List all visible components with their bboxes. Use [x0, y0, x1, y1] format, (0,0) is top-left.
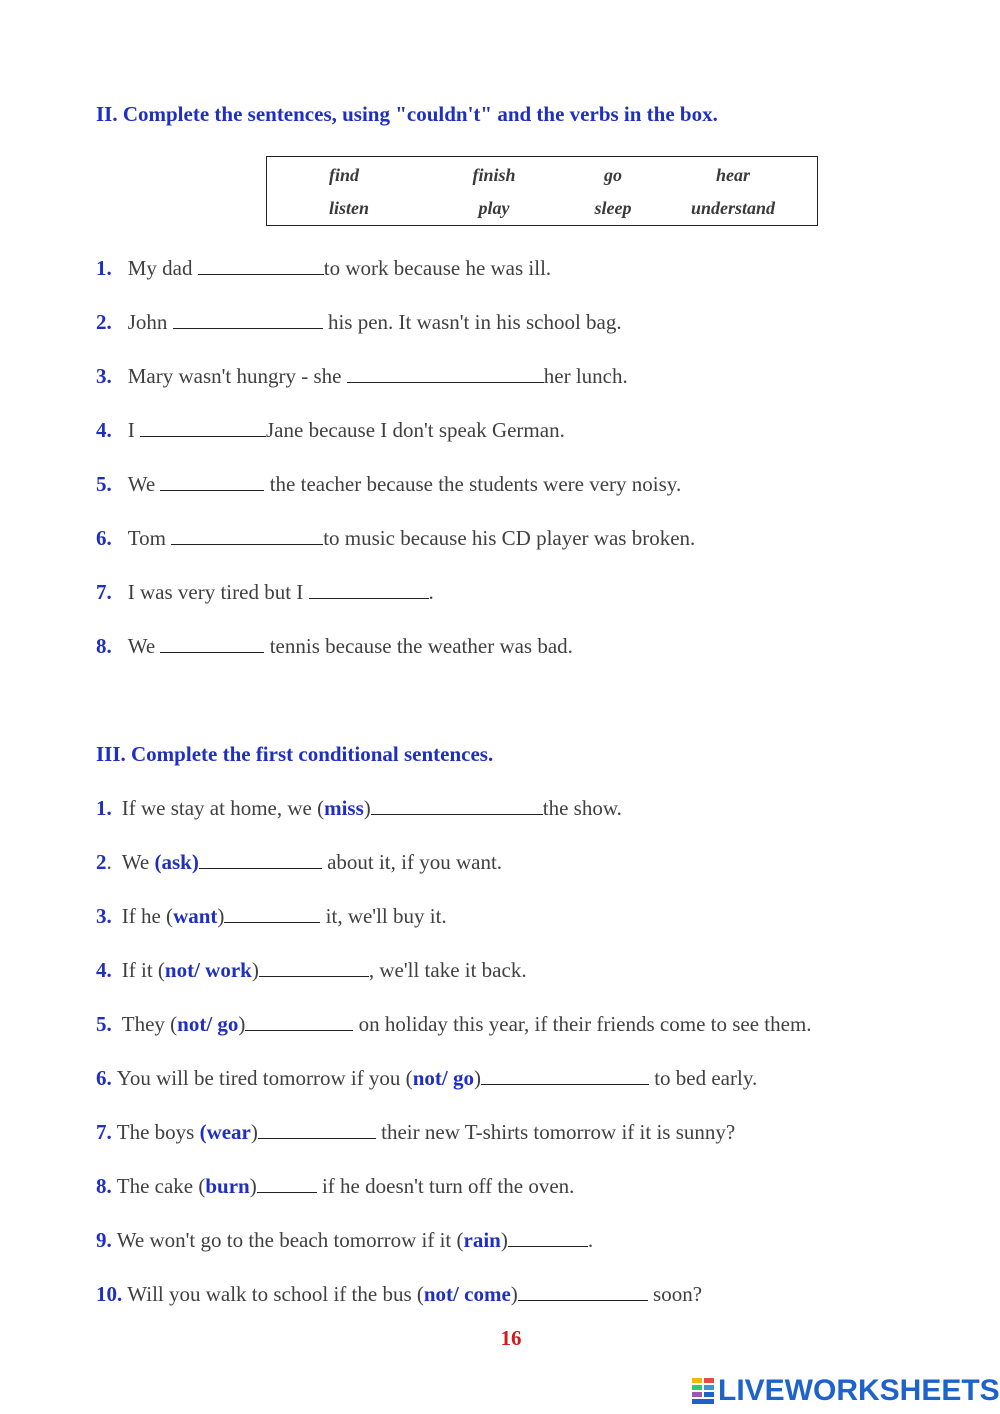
- sentence-end: , we'll take it back.: [368, 958, 527, 982]
- sentence-end: to music because his CD player was broken.: [323, 526, 696, 550]
- exercise-2-item: [96, 310, 622, 335]
- item-number: 7.: [96, 580, 112, 604]
- sentence-start: My dad: [127, 256, 198, 280]
- exercise-2-item: [96, 526, 695, 551]
- sentence-end: soon?: [647, 1282, 703, 1306]
- answer-blank[interactable]: [518, 1282, 648, 1301]
- item-number: 6.: [96, 1066, 112, 1090]
- answer-blank[interactable]: [224, 904, 320, 923]
- sentence-end: about it, if you want.: [321, 850, 503, 874]
- sentence-end: to work because he was ill.: [323, 256, 552, 280]
- verb-word: sleep: [594, 198, 632, 218]
- section-2-title: II. Complete the sentences, using "couldn't" and the verbs in the box.: [96, 102, 718, 126]
- item-number-dot: .: [106, 850, 112, 874]
- sentence-start: I: [127, 418, 140, 442]
- verb-prompt: not/ go: [177, 1012, 239, 1036]
- exercise-3-item: [96, 1012, 812, 1037]
- item-number: 3.: [96, 904, 112, 928]
- item-number: 1.: [96, 256, 112, 280]
- verb-prompt: burn: [205, 1174, 250, 1198]
- item-number: 4.: [96, 418, 112, 442]
- answer-blank[interactable]: [199, 850, 322, 869]
- sentence-end: .: [428, 580, 434, 604]
- exercise-2-item: [96, 472, 681, 497]
- exercise-3-item: [96, 1174, 574, 1199]
- answer-blank[interactable]: [171, 526, 323, 545]
- exercise-2-item: [96, 256, 551, 281]
- brand-name: LIVEWORKSHEETS: [718, 1374, 1000, 1407]
- answer-blank[interactable]: [173, 310, 323, 329]
- bracket: ): [249, 1174, 257, 1198]
- page-number: 16: [500, 1326, 522, 1350]
- verb-prompt: rain: [463, 1228, 501, 1252]
- bracket: ): [510, 1282, 518, 1306]
- answer-blank[interactable]: [160, 472, 264, 491]
- exercise-3-item: [96, 1120, 735, 1145]
- sentence-start: You will be tired tomorrow if you (: [116, 1066, 413, 1090]
- answer-blank[interactable]: [309, 580, 429, 599]
- sentence-start: They (: [121, 1012, 178, 1036]
- answer-blank[interactable]: [481, 1066, 649, 1085]
- verb-word: hear: [715, 165, 751, 185]
- item-number: 7.: [96, 1120, 112, 1144]
- verb-prompt: not/ work: [164, 958, 252, 982]
- verb-prompt: (wear: [199, 1120, 251, 1144]
- answer-blank[interactable]: [140, 418, 266, 437]
- sentence-end: .: [587, 1228, 594, 1252]
- answer-blank[interactable]: [259, 958, 369, 977]
- exercise-2-item: [96, 634, 573, 659]
- bracket: ): [250, 1120, 258, 1144]
- sentence-start: The boys: [116, 1120, 200, 1144]
- sentence-start: If it (: [121, 958, 165, 982]
- sentence-start: I was very tired but I: [127, 580, 309, 604]
- sentence-end: it, we'll buy it.: [320, 904, 447, 928]
- sentence-end: Jane because I don't speak German.: [266, 418, 565, 442]
- sentence-end: the show.: [542, 796, 622, 820]
- verb-word: go: [604, 165, 622, 185]
- exercise-3-item: [96, 904, 447, 929]
- section-3-title: III. Complete the first conditional sentences.: [96, 742, 494, 766]
- sentence-end: his pen. It wasn't in his school bag.: [322, 310, 622, 334]
- exercise-3-item: [96, 850, 502, 875]
- answer-blank[interactable]: [508, 1228, 588, 1247]
- sentence-start: Tom: [127, 526, 172, 550]
- sentence-start: If he (: [121, 904, 174, 928]
- sentence-end: the teacher because the students were very noisy.: [264, 472, 682, 496]
- item-number: 1.: [96, 796, 112, 820]
- exercise-3-item: [96, 796, 622, 821]
- item-number: 5.: [96, 1012, 112, 1036]
- exercise-3-item: [96, 1282, 702, 1307]
- sentence-end: her lunch.: [543, 364, 628, 388]
- sentence-start: Will you walk to school if the bus (: [127, 1282, 424, 1306]
- bracket: ): [217, 904, 225, 928]
- verb-word: finish: [472, 165, 516, 185]
- answer-blank[interactable]: [160, 634, 264, 653]
- verb-prompt: miss: [324, 796, 364, 820]
- answer-blank[interactable]: [198, 256, 324, 275]
- sentence-end: their new T-shirts tomorrow if it is sunny?: [375, 1120, 736, 1144]
- item-number: 2.: [96, 310, 112, 334]
- sentence-end: to bed early.: [648, 1066, 758, 1090]
- exercise-3-item: [96, 1066, 757, 1091]
- sentence-end: on holiday this year, if their friends come to see them.: [353, 1012, 812, 1036]
- item-number: 2: [96, 850, 107, 874]
- liveworksheets-logo-icon: [692, 1378, 714, 1404]
- sentence-start: We: [127, 634, 161, 658]
- item-number: 3.: [96, 364, 112, 388]
- sentence-start: The cake (: [116, 1174, 206, 1198]
- answer-blank[interactable]: [245, 1012, 353, 1031]
- bracket: ): [251, 958, 259, 982]
- bracket: ): [238, 1012, 246, 1036]
- sentence-start: If we stay at home, we (: [121, 796, 325, 820]
- sentence-end: if he doesn't turn off the oven.: [316, 1174, 575, 1198]
- verb-word: find: [328, 165, 360, 185]
- exercise-3-item: [96, 958, 527, 983]
- exercise-2-item: [96, 364, 628, 389]
- item-number: 6.: [96, 526, 112, 550]
- verb-box: [266, 156, 818, 226]
- verb-prompt: not/ come: [423, 1282, 511, 1306]
- answer-blank[interactable]: [257, 1174, 317, 1193]
- bracket: ): [363, 796, 371, 820]
- item-number: 8.: [96, 634, 112, 658]
- sentence-end: tennis because the weather was bad.: [264, 634, 573, 658]
- verb-word: listen: [328, 198, 370, 218]
- verb-word: play: [478, 198, 510, 218]
- sentence-start: We: [127, 472, 161, 496]
- exercise-2-item: [96, 418, 565, 443]
- item-number: 4.: [96, 958, 112, 982]
- bracket: ): [500, 1228, 508, 1252]
- item-number: 9.: [96, 1228, 112, 1252]
- sentence-start: We: [121, 850, 155, 874]
- answer-blank[interactable]: [371, 796, 543, 815]
- verb-prompt: want: [173, 904, 218, 928]
- verb-prompt: (ask): [154, 850, 199, 874]
- verb-prompt: not/ go: [412, 1066, 474, 1090]
- bracket: ): [473, 1066, 481, 1090]
- answer-blank[interactable]: [258, 1120, 376, 1139]
- sentence-start: We won't go to the beach tomorrow if it (: [116, 1228, 464, 1252]
- item-number: 5.: [96, 472, 112, 496]
- liveworksheets-logo: [692, 1374, 1000, 1408]
- exercise-3-item: [96, 1228, 593, 1253]
- sentence-start: Mary wasn't hungry - she: [127, 364, 347, 388]
- item-number: 10.: [96, 1282, 123, 1306]
- item-number: 8.: [96, 1174, 112, 1198]
- sentence-start: John: [127, 310, 173, 334]
- exercise-2-item: [96, 580, 434, 605]
- answer-blank[interactable]: [347, 364, 544, 383]
- verb-word: understand: [690, 198, 776, 218]
